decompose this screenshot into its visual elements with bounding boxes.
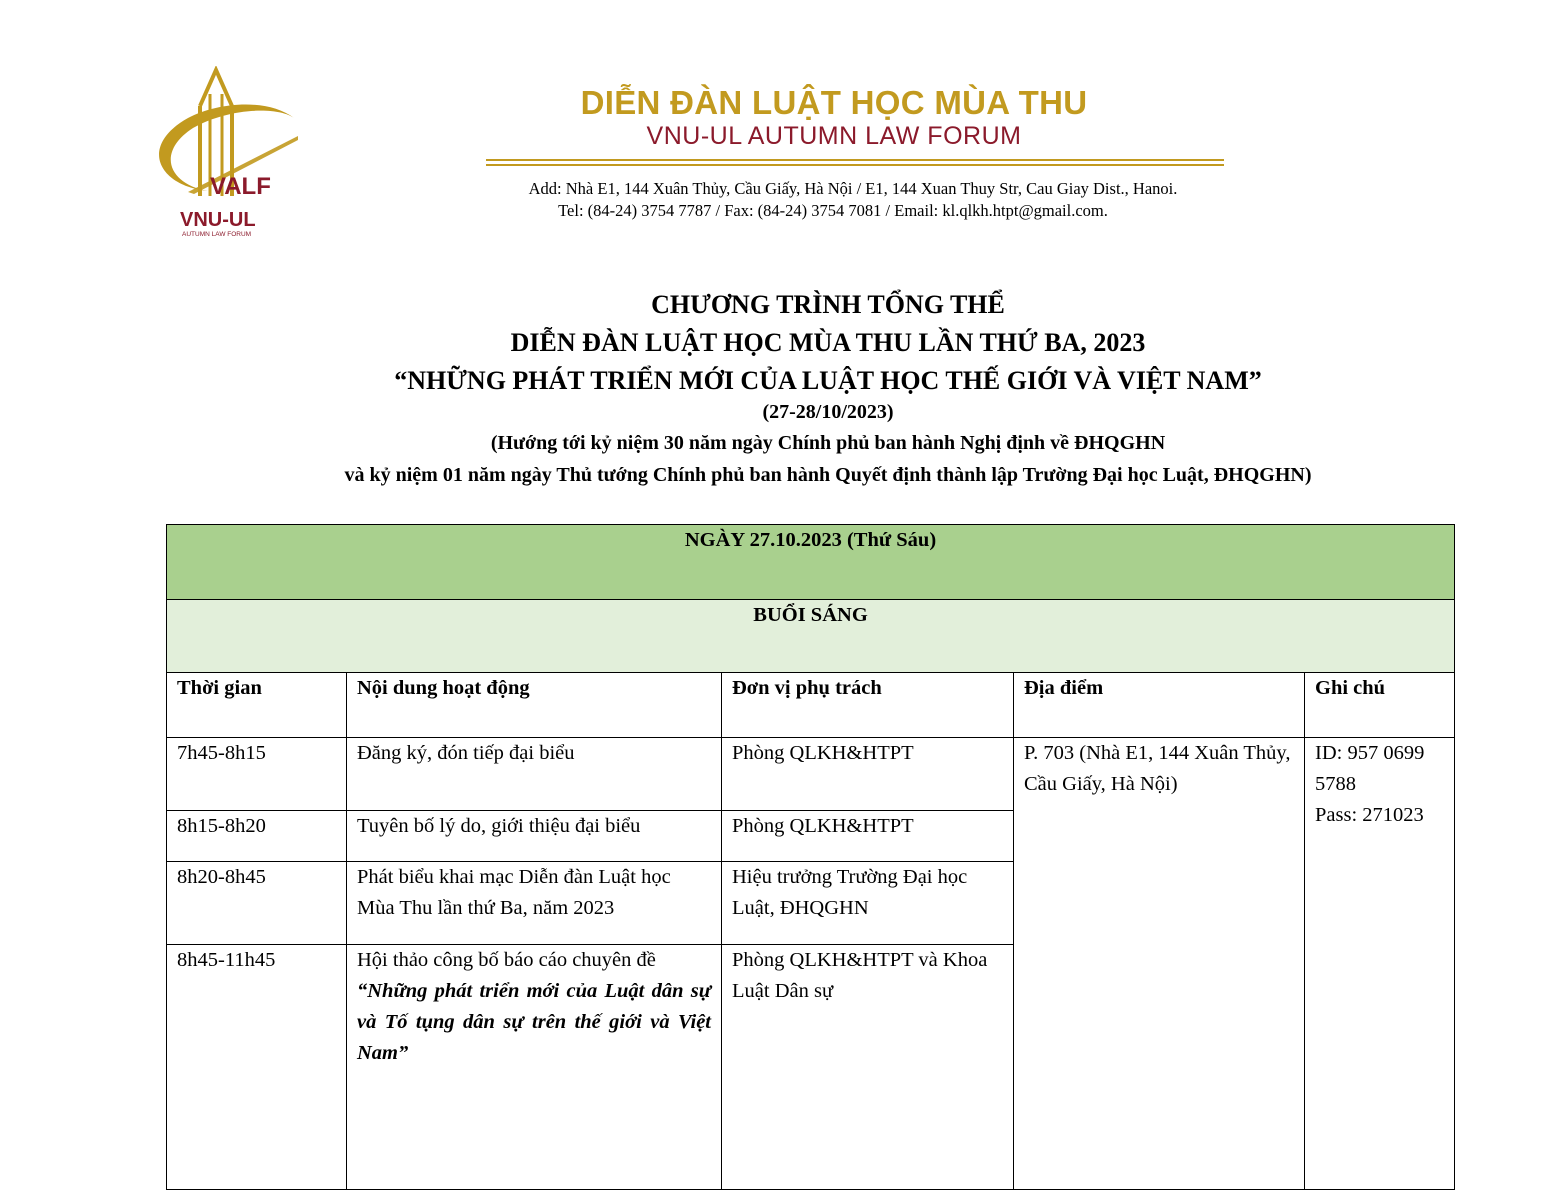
forum-title: DIỄN ĐÀN LUẬT HỌC MÙA THU bbox=[580, 84, 1088, 121]
time-cell: 7h45-8h15 bbox=[167, 738, 347, 811]
note-cell bbox=[1305, 738, 1455, 1190]
program-dates: (27-28/10/2023) bbox=[762, 401, 894, 423]
session-header-row bbox=[167, 600, 1455, 673]
activity-intro: Hội thảo công bố báo cáo chuyên đề bbox=[357, 949, 656, 971]
header-divider bbox=[486, 164, 1224, 166]
valf-logo bbox=[148, 66, 300, 242]
contact-line: Tel: (84-24) 3754 7787 / Fax: (84-24) 3754 7081 / Email: kl.qlkh.htpt@gmail.com. bbox=[558, 201, 1108, 220]
meeting-pass: Pass: 271023 bbox=[1315, 804, 1424, 826]
meeting-id: ID: 957 0699 5788 bbox=[1315, 742, 1425, 795]
day-header-row bbox=[167, 525, 1455, 600]
unit-cell: Phòng QLKH&HTPT và Khoa Luật Dân sự bbox=[722, 945, 1014, 1190]
schedule-table bbox=[166, 524, 1455, 1190]
forum-subtitle: VNU-UL AUTUMN LAW FORUM bbox=[646, 122, 1022, 150]
activity-cell: Tuyên bố lý do, giới thiệu đại biểu bbox=[347, 811, 722, 862]
unit-cell: Phòng QLKH&HTPT bbox=[722, 811, 1014, 862]
activity-cell bbox=[347, 945, 722, 1190]
logo-mark-text: VALF bbox=[210, 173, 271, 200]
column-header-time: Thời gian bbox=[167, 673, 347, 738]
logo-tagline-text: AUTUMN LAW FORUM bbox=[182, 231, 252, 238]
program-theme: “NHỮNG PHÁT TRIỂN MỚI CỦA LUẬT HỌC THẾ GIỚI VÀ VIỆT NAM” bbox=[394, 366, 1262, 395]
program-heading: CHƯƠNG TRÌNH TỔNG THỂ bbox=[651, 290, 1005, 319]
program-note-1: (Hướng tới kỷ niệm 30 năm ngày Chính phủ ban hành Nghị định về ĐHQGHN bbox=[490, 432, 1166, 454]
column-header-unit: Đơn vị phụ trách bbox=[722, 673, 1014, 738]
time-cell: 8h45-11h45 bbox=[167, 945, 347, 1190]
session-label: BUỔI SÁNG bbox=[167, 600, 1455, 673]
activity-topic: “Những phát triển mới của Luật dân sự và Tố tụng dân sự trên thế giới và Việt Nam” bbox=[357, 980, 711, 1064]
column-header-row bbox=[167, 673, 1455, 738]
table-row bbox=[167, 738, 1455, 811]
column-header-note: Ghi chú bbox=[1305, 673, 1455, 738]
unit-cell: Hiệu trưởng Trường Đại học Luật, ĐHQGHN bbox=[722, 862, 1014, 945]
activity-cell: Phát biểu khai mạc Diễn đàn Luật học Mùa Thu lần thứ Ba, năm 2023 bbox=[347, 862, 722, 945]
column-header-activity: Nội dung hoạt động bbox=[347, 673, 722, 738]
activity-cell: Đăng ký, đón tiếp đại biểu bbox=[347, 738, 722, 811]
unit-cell: Phòng QLKH&HTPT bbox=[722, 738, 1014, 811]
time-cell: 8h20-8h45 bbox=[167, 862, 347, 945]
address-line: Add: Nhà E1, 144 Xuân Thủy, Cầu Giấy, Hà Nội / E1, 144 Xuan Thuy Str, Cau Giay Dist., Hanoi. bbox=[528, 179, 1178, 198]
program-forum-name: DIỄN ĐÀN LUẬT HỌC MÙA THU LẦN THỨ BA, 2023 bbox=[510, 328, 1146, 357]
header-divider bbox=[486, 159, 1224, 161]
logo-name-text: VNU-UL bbox=[180, 209, 256, 231]
column-header-location: Địa điểm bbox=[1014, 673, 1305, 738]
day-label: NGÀY 27.10.2023 (Thứ Sáu) bbox=[167, 525, 1455, 600]
location-cell: P. 703 (Nhà E1, 144 Xuân Thủy, Cầu Giấy, Hà Nội) bbox=[1014, 738, 1305, 1190]
program-note-2: và kỷ niệm 01 năm ngày Thủ tướng Chính phủ ban hành Quyết định thành lập Trường Đại học Luật, ĐHQGHN) bbox=[344, 464, 1312, 486]
time-cell: 8h15-8h20 bbox=[167, 811, 347, 862]
